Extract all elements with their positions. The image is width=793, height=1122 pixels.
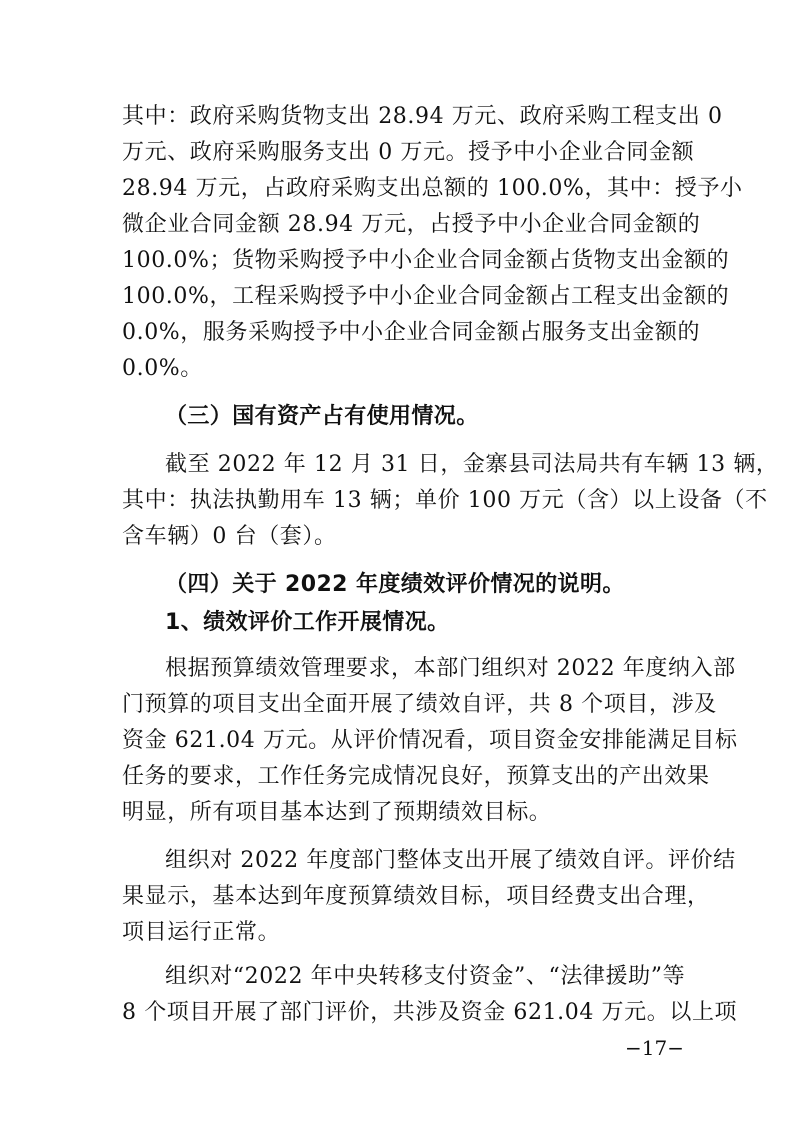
- section-heading-performance: （四）关于 2022 年度绩效评价情况的说明。: [165, 572, 625, 597]
- paragraph-line: 100.0%；货物采购授予中小企业合同金额占货物支出金额的: [122, 248, 730, 273]
- paragraph-line: 组织对“2022 年中央转移支付资金”、“法律援助”等: [165, 964, 686, 989]
- paragraph-line: 门预算的项目支出全面开展了绩效自评，共 8 个项目，涉及: [122, 692, 717, 717]
- paragraph-line: 8 个项目开展了部门评价，共涉及资金 621.04 万元。以上项: [122, 1000, 738, 1025]
- subsection-heading: 1、绩效评价工作开展情况。: [165, 610, 450, 635]
- paragraph-line: 0.0%，服务采购授予中小企业合同金额占服务支出金额的: [122, 320, 701, 345]
- paragraph-line: 组织对 2022 年度部门整体支出开展了绩效自评。评价结: [165, 848, 736, 873]
- paragraph-line: 其中：执法执勤用车 13 辆；单价 100 万元（含）以上设备（不: [122, 488, 768, 513]
- paragraph-line: 0.0%。: [122, 356, 203, 381]
- paragraph-line: 28.94 万元，占政府采购支出总额的 100.0%，其中：授予小: [122, 176, 743, 201]
- paragraph-line: 明显，所有项目基本达到了预期绩效目标。: [122, 800, 552, 825]
- paragraph-line: 含车辆）0 台（套）。: [122, 524, 337, 549]
- paragraph-line: 微企业合同金额 28.94 万元，占授予中小企业合同金额的: [122, 212, 701, 237]
- paragraph-line: 根据预算绩效管理要求，本部门组织对 2022 年度纳入部: [165, 656, 736, 681]
- paragraph-line: 其中：政府采购货物支出 28.94 万元、政府采购工程支出 0: [122, 104, 723, 129]
- paragraph-line: 100.0%，工程采购授予中小企业合同金额占工程支出金额的: [122, 284, 730, 309]
- section-heading-assets: （三）国有资产占有使用情况。: [165, 404, 479, 429]
- paragraph-line: 任务的要求，工作任务完成情况良好，预算支出的产出效果: [122, 764, 710, 789]
- paragraph-line: 万元、政府采购服务支出 0 万元。授予中小企业合同金额: [122, 140, 695, 165]
- paragraph-line: 资金 621.04 万元。从评价情况看，项目资金安排能满足目标: [122, 728, 738, 753]
- paragraph-line: 截至 2022 年 12 月 31 日，金寨县司法局共有车辆 13 辆，: [165, 452, 779, 477]
- paragraph-line: 项目运行正常。: [122, 920, 281, 945]
- page-number: −17−: [625, 1036, 684, 1060]
- paragraph-line: 果显示，基本达到年度预算绩效目标，项目经费支出合理，: [122, 884, 710, 909]
